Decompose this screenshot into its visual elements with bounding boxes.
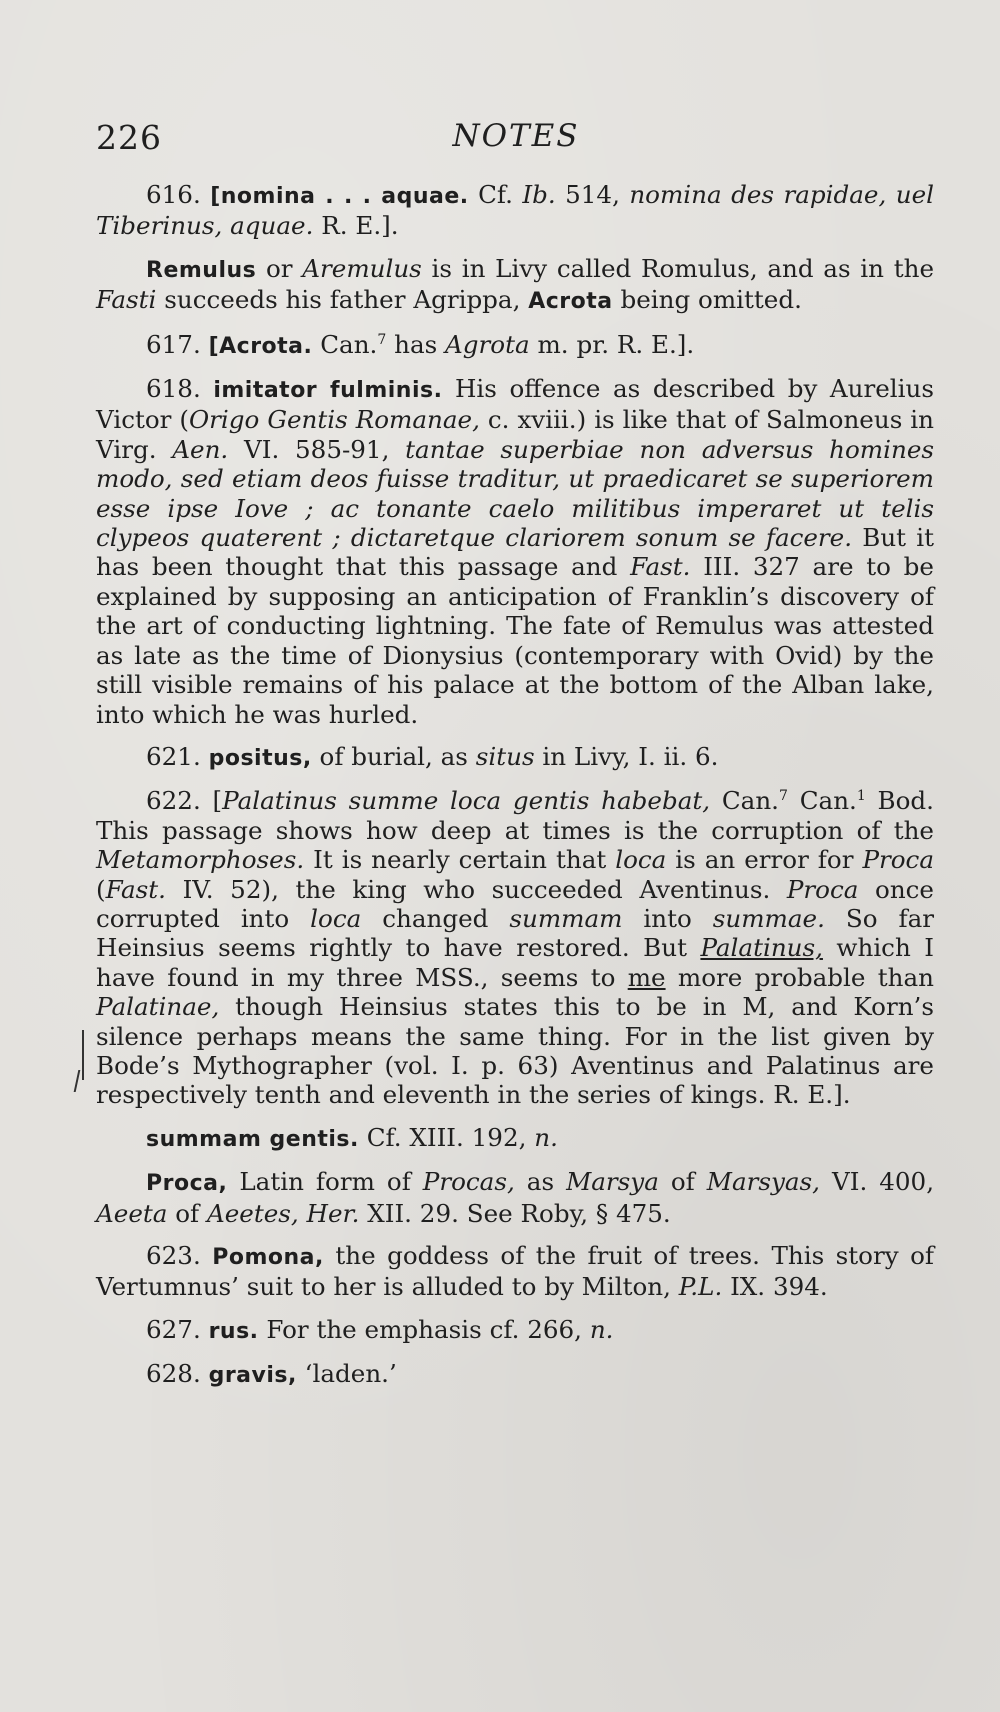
note-segment: me <box>627 962 666 992</box>
note-paragraph <box>96 254 934 317</box>
note-segment: Proca <box>786 874 859 904</box>
note-segment: imitator fulminis. <box>213 378 443 404</box>
note-segment: succeeds his father Agrippa, <box>156 285 529 315</box>
note-segment: n. <box>534 1122 558 1152</box>
note-segment: Cf. XIII. 192, <box>358 1122 535 1152</box>
note-paragraph <box>96 786 934 1109</box>
notes-body <box>96 180 934 1404</box>
note-segment: Acrota <box>528 289 613 315</box>
note-segment: or <box>256 253 303 283</box>
note-segment: rus. <box>208 1318 259 1344</box>
note-segment: ‘laden.’ <box>296 1359 397 1389</box>
note-segment: Cf. <box>468 180 523 209</box>
note-segment: 623. <box>146 1241 213 1270</box>
note-segment: Proca <box>862 845 934 875</box>
note-segment: But it has been thought that this passage and <box>96 523 934 582</box>
note-segment: summam gentis. <box>146 1126 359 1152</box>
note-segment: VI. 400, <box>819 1167 935 1197</box>
note-segment: Origo Gentis Romanae, <box>189 405 480 435</box>
note-segment: Ib. <box>522 180 556 209</box>
note-segment: P.L. <box>678 1272 723 1302</box>
note-segment: situs <box>475 741 535 771</box>
note-segment: Can. <box>312 329 378 359</box>
note-segment: 514, <box>555 180 630 209</box>
note-segment: His offence as described by Aurelius Victor ( <box>96 374 934 435</box>
note-paragraph <box>96 330 934 361</box>
note-segment: the goddess of the fruit of trees. This story of Vertumnus’ suit to her is alluded to by Milton, <box>96 1241 935 1302</box>
note-segment: Fast. <box>630 552 691 582</box>
note-segment: tantae superbiae non adversus homines modo, sed etiam deos fuisse traditur, ut praedicaret se superiorem esse ipse Iove ; ac tonante caelo militibus imperaret ut telis clypeos quaterent ; dictaretque clariorem sonum se facere. <box>96 434 934 553</box>
note-paragraph <box>96 1315 934 1346</box>
note-segment: n. <box>589 1314 614 1344</box>
note-paragraph <box>96 1123 934 1154</box>
note-segment: of <box>167 1198 207 1228</box>
note-segment: positus, <box>208 745 312 771</box>
note-segment: 7 <box>377 331 387 348</box>
note-segment: Can. <box>787 786 857 816</box>
note-segment: being omitted. <box>612 285 802 315</box>
note-segment: summae. <box>712 903 825 933</box>
note-segment: nomina des rapidae, uel Tiberinus, aquae. <box>96 180 935 241</box>
note-segment: Marsyas, <box>706 1167 820 1197</box>
note-segment: Bod. This passage shows how deep at times is the corruption of the <box>96 786 934 845</box>
note-segment: 621. <box>146 741 209 771</box>
note-segment: has <box>386 329 446 359</box>
note-paragraph <box>96 180 934 241</box>
note-segment: IX. 394. <box>722 1272 828 1302</box>
note-paragraph <box>96 742 934 773</box>
note-segment: 622. [ <box>146 786 223 816</box>
note-segment: once corrupted into <box>96 874 934 933</box>
note-segment: summam <box>509 903 623 933</box>
note-segment: is an error for <box>666 845 863 875</box>
note-segment: Metamorphoses. <box>96 845 305 875</box>
note-segment: Aeetes, Her. <box>206 1198 360 1228</box>
note-segment: c. xviii.) is like that of Salmoneus in Virg. <box>96 405 935 464</box>
note-segment: 616. <box>146 180 211 209</box>
note-segment: as <box>514 1167 567 1197</box>
note-segment: of <box>658 1167 707 1197</box>
note-segment: 617. <box>146 329 209 359</box>
note-segment: though Heinsius states this to be in M, and Korn’s silence perhaps means the same thing. For in the list given by Bode’s Mythographer (vol. I. p. 63) Aventinus and Palatinus are respectively tenth and eleventh in the series of kings. R. E.]. <box>96 992 934 1110</box>
note-segment: So far Heinsius seems rightly to have restored. But <box>96 903 934 963</box>
note-segment: III. 327 are to be explained by supposing an anticipation of Franklin’s discovery of the art of conducting lightning. The fate of Remulus was attested as late as the time of Dionysius (contemporary with Ovid) by the still visible remains of his palace at the bottom of the Alban lake, into which he was hurled. <box>96 552 934 729</box>
running-head: NOTES <box>452 118 580 154</box>
note-segment: Palatinae, <box>96 992 220 1022</box>
note-segment: 618. <box>146 374 214 404</box>
note-segment: IV. 52), the king who succeeded Aventinus. <box>166 874 787 904</box>
note-segment: loca <box>615 845 667 875</box>
note-segment: It is nearly certain that <box>304 845 616 875</box>
page-number: 226 <box>96 118 162 157</box>
note-segment: Can. <box>710 786 780 816</box>
note-segment: Palatinus summe loca gentis habebat, <box>222 786 711 816</box>
note-paragraph <box>96 1241 934 1302</box>
note-segment: [nomina . . . aquae. <box>210 184 469 209</box>
note-segment: 627. <box>146 1314 209 1344</box>
note-paragraph <box>96 1359 934 1390</box>
note-segment: XII. 29. See Roby, § 475. <box>359 1198 671 1228</box>
note-segment: 628. <box>146 1359 209 1389</box>
note-paragraph <box>96 1167 934 1228</box>
note-segment: Fast. <box>105 874 166 904</box>
note-segment: of burial, as <box>311 741 476 771</box>
note-segment: m. pr. R. E.]. <box>529 329 695 359</box>
note-segment: Fasti <box>96 285 157 315</box>
note-segment: Procas, <box>422 1167 515 1197</box>
note-segment: Agrota <box>445 329 530 359</box>
note-segment: 1 <box>856 788 866 805</box>
note-segment: ( <box>96 874 106 904</box>
note-segment: gravis, <box>208 1363 297 1389</box>
note-segment: VI. 585-91, <box>228 434 406 464</box>
note-segment: Aen. <box>172 434 229 464</box>
note-segment: R. E.]. <box>313 211 399 241</box>
note-paragraph <box>96 374 934 729</box>
note-segment: is in Livy called Romulus, and as in the <box>421 253 934 283</box>
note-segment: Pomona, <box>212 1245 324 1270</box>
margin-pencil-mark-tail <box>74 1070 87 1092</box>
note-segment: Palatinus, <box>700 933 823 963</box>
note-segment: which I have found in my three MSS., seems to <box>96 933 934 992</box>
note-segment: Proca, <box>146 1171 228 1197</box>
note-segment: 7 <box>779 788 788 805</box>
note-segment: Aeeta <box>96 1198 168 1228</box>
note-segment: [Acrota. <box>208 333 313 359</box>
note-segment: into <box>622 903 713 933</box>
page-header <box>96 118 936 166</box>
note-segment: Latin form of <box>227 1167 423 1197</box>
note-segment: loca <box>310 903 362 933</box>
note-segment: in Livy, I. ii. 6. <box>534 741 719 771</box>
note-segment: more probable than <box>665 962 934 992</box>
note-segment: changed <box>361 903 510 933</box>
note-segment: For the emphasis cf. 266, <box>258 1314 590 1344</box>
note-segment: Remulus <box>146 257 257 283</box>
note-segment: Marsya <box>566 1167 659 1197</box>
note-segment: Aremulus <box>302 253 422 283</box>
